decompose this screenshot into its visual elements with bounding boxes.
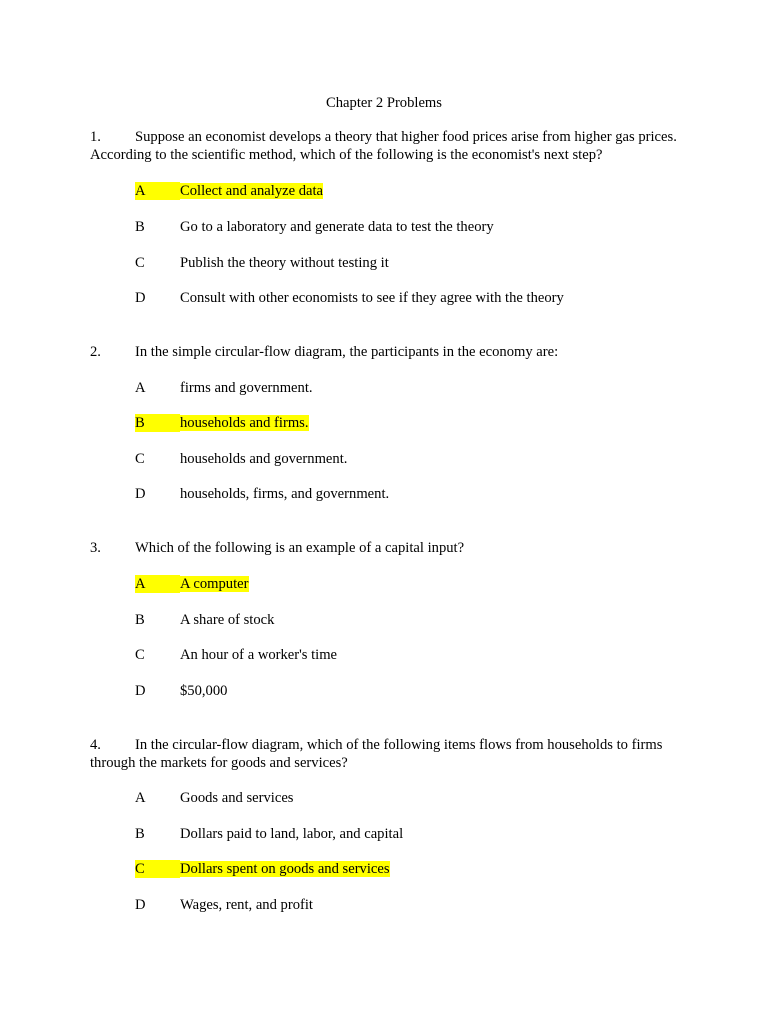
option-b [135,218,494,236]
question-text: Which of the following is an example of a capital input? [135,540,465,556]
option-letter: B [135,612,145,628]
question-stem [90,343,678,361]
option-text: households and firms. [180,415,309,431]
option-letter: A [135,575,180,593]
option-letter: D [135,683,146,699]
option-b [135,414,309,432]
option-letter: B [135,219,145,235]
question-number: 3. [90,540,101,556]
option-text: Go to a laboratory and generate data to test the theory [180,219,494,235]
option-text: households and government. [180,451,348,467]
option-text: Collect and analyze data [180,183,324,199]
option-letter: B [135,414,180,432]
option-text: firms and government. [180,380,313,396]
question-3 [90,539,678,699]
question-text: In the circular-flow diagram, which of the following items flows from households to firms through the markets for goods and services? [90,737,663,771]
option-a [135,575,249,593]
question-stem [90,128,678,164]
option-text: Publish the theory without testing it [180,255,389,271]
option-c [135,646,337,664]
option-text: $50,000 [180,683,228,699]
option-text: A share of stock [180,612,275,628]
option-b [135,825,403,843]
option-letter: D [135,290,146,306]
option-text: An hour of a worker's time [180,647,338,663]
option-letter: D [135,897,146,913]
question-1 [90,128,678,306]
option-letter: C [135,255,145,271]
option-text: Dollars paid to land, labor, and capital [180,826,404,842]
option-letter: C [135,860,180,878]
question-text: Suppose an economist develops a theory that higher food prices arise from higher gas prices. According to the scientific method, which of the following is the economist's next step? [90,129,677,163]
option-a [135,379,313,397]
option-a [135,182,323,200]
question-number: 4. [90,737,101,753]
option-b [135,611,274,629]
option-letter: C [135,647,145,663]
question-2 [90,343,678,502]
option-a [135,789,293,807]
option-d [135,289,564,307]
option-c [135,860,390,878]
option-text: A computer [180,576,249,592]
option-text: households, firms, and government. [180,486,390,502]
question-stem [90,736,678,772]
option-letter: B [135,826,145,842]
option-text: Goods and services [180,790,294,806]
page-title: Chapter 2 Problems [326,95,442,111]
option-letter: A [135,790,146,806]
question-number: 2. [90,344,101,360]
option-letter: D [135,486,146,502]
option-d [135,485,389,503]
question-stem [90,539,678,557]
option-c [135,450,347,468]
question-number: 1. [90,129,101,145]
option-d [135,682,227,700]
option-letter: A [135,380,146,396]
option-c [135,254,389,272]
option-text: Wages, rent, and profit [180,897,313,913]
option-text: Dollars spent on goods and services [180,861,390,877]
question-4 [90,736,678,913]
option-text: Consult with other economists to see if they agree with the theory [180,290,564,306]
question-text: In the simple circular-flow diagram, the participants in the economy are: [135,344,559,360]
option-letter: A [135,182,180,200]
option-d [135,896,313,914]
option-letter: C [135,451,145,467]
